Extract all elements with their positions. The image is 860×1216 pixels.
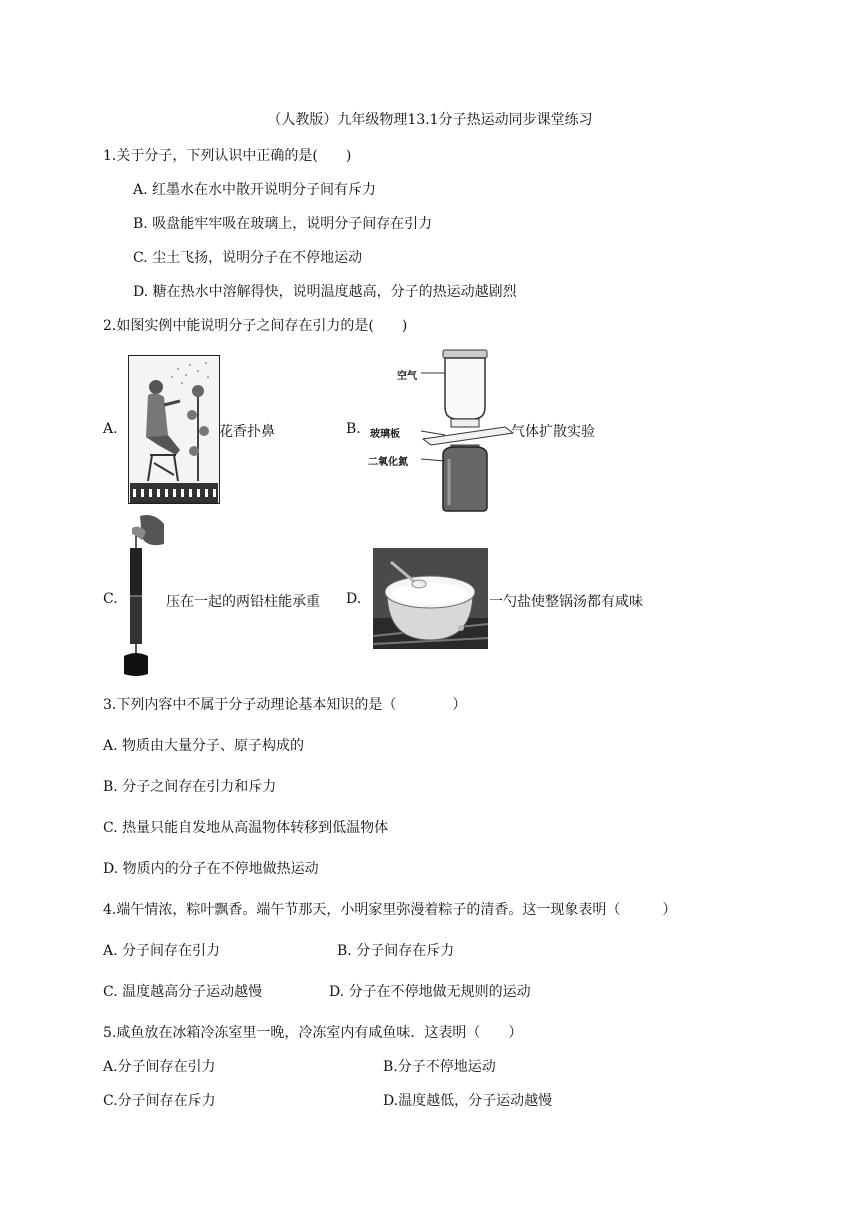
question-4-option-d: D. 分子在不停地做无规则的运动 xyxy=(329,984,531,1000)
flower-fragrance-figure xyxy=(128,355,220,504)
question-4-option-c: C. 温度越高分子运动越慢 xyxy=(103,984,263,1000)
question-3-option-d: D. 物质内的分子在不停地做热运动 xyxy=(103,861,319,877)
question-2-option-b-text: 气体扩散实验 xyxy=(511,424,595,440)
question-2-option-a-text: 花香扑鼻 xyxy=(219,424,275,440)
question-1-option-b: B. 吸盘能牢牢吸在玻璃上，说明分子间存在引力 xyxy=(133,216,433,232)
question-3-stem: 3.下列内容中不属于分子动理论基本知识的是（ ） xyxy=(103,697,467,713)
question-5-option-c: C.分子间存在斥力 xyxy=(103,1093,216,1109)
question-1-option-a: A. 红墨水在水中散开说明分子间有斥力 xyxy=(133,182,377,198)
question-3-option-c: C. 热量只能自发地从高温物体转移到低温物体 xyxy=(103,820,389,836)
soup-pot-figure xyxy=(373,548,488,649)
question-2-option-d-letter: D. xyxy=(346,591,362,607)
question-3-option-a: A. 物质由大量分子、原子构成的 xyxy=(103,738,305,754)
question-4-option-b: B. 分子间存在斥力 xyxy=(337,943,455,959)
lead-cylinders-figure xyxy=(118,514,166,678)
question-3-option-b: B. 分子之间存在引力和斥力 xyxy=(103,779,277,795)
question-1-stem: 1.关于分子，下列认识中正确的是( ) xyxy=(103,148,352,164)
question-4-option-a: A. 分子间存在引力 xyxy=(103,943,221,959)
question-5-stem: 5.咸鱼放在冰箱冷冻室里一晚，冷冻室内有咸鱼味．这表明（ ） xyxy=(103,1025,523,1041)
question-5-option-d: D.温度越低，分子运动越慢 xyxy=(383,1093,553,1109)
question-2-option-a-letter: A. xyxy=(103,421,118,437)
question-2-option-c-text: 压在一起的两铅柱能承重 xyxy=(166,594,320,610)
page-title: （人教版）九年级物理13.1分子热运动同步课堂练习 xyxy=(267,112,593,128)
label-nitrogen-dioxide: 二氧化氮 xyxy=(368,457,408,468)
label-air: 空气 xyxy=(397,371,417,382)
question-4-stem: 4.端午情浓，粽叶飘香。端午节那天，小明家里弥漫着粽子的清香。这一现象表明（ ） xyxy=(103,902,677,918)
question-1-option-c: C. 尘土飞扬，说明分子在不停地运动 xyxy=(133,250,363,266)
question-5-option-a: A.分子间存在引力 xyxy=(103,1059,216,1075)
question-2-option-c-letter: C. xyxy=(103,591,118,607)
question-2-stem: 2.如图实例中能说明分子之间存在引力的是( ) xyxy=(103,318,408,334)
question-2-option-d-text: 一勺盐使整锅汤都有咸味 xyxy=(489,594,643,610)
label-glass-plate: 玻璃板 xyxy=(370,429,400,440)
question-2-option-b-letter: B. xyxy=(346,421,361,437)
question-1-option-d: D. 糖在热水中溶解得快，说明温度越高，分子的热运动越剧烈 xyxy=(133,284,517,300)
question-5-option-b: B.分子不停地运动 xyxy=(383,1059,496,1075)
